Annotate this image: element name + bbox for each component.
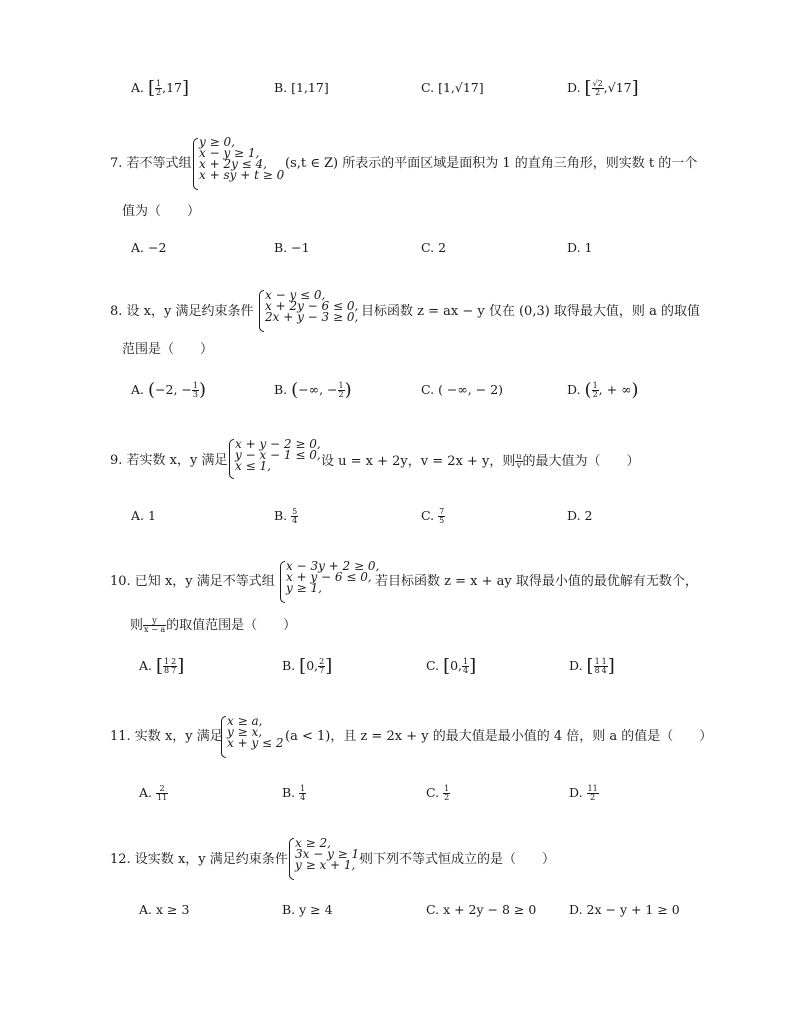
q6-option-d: D. [ $\frac{√2}{2}$ ,√17] xyxy=(567,77,639,99)
q7-option-d: D. 1 xyxy=(567,240,593,255)
q8-system: x − y ≤ 0, x + 2y − 6 ≤ 0, 2x + y − 3 ≥ 0, xyxy=(265,288,359,324)
q12-text: 则下列不等式恒成立的是（ ） xyxy=(360,852,556,867)
q12-option-b: B. y ≥ 4 xyxy=(282,902,333,917)
q12-system: x ≥ 2, 3x − y ≥ 1, y ≥ x + 1, xyxy=(295,836,363,872)
q11-option-a: A. $\frac{2}{11}$ xyxy=(139,784,168,802)
q9-option-b: B. $\frac{5}{4}$ xyxy=(274,507,298,525)
q7-brace xyxy=(193,138,198,190)
q10-system: x − 3y + 2 ≥ 0, x + y − 6 ≤ 0, y ≥ 1, xyxy=(286,559,380,595)
q11-system: x ≥ a, y ≥ x, x + y ≤ 2 xyxy=(227,714,284,750)
q12-brace xyxy=(289,838,294,880)
q9-option-d: D. 2 xyxy=(567,508,593,523)
q9-option-a: A. 1 xyxy=(131,508,156,523)
q11-text: (a < 1)，且 z = 2x + y 的最大值是最小值的 4 倍，则 a 的值是（ ） xyxy=(285,729,713,744)
q8-text: 目标函数 z = ax − y 仅在 (0,3) 取得最大值，则 a 的取值 xyxy=(361,304,700,319)
q12-option-a: A. x ≥ 3 xyxy=(139,902,190,917)
q8-number: 8. 设 x，y 满足约束条件 xyxy=(110,304,254,319)
q7-text: (s,t ∈ Z) 所表示的平面区域是面积为 1 的直角三角形，则实数 t 的一个 xyxy=(285,156,698,171)
q11-option-b: B. $\frac{1}{4}$ xyxy=(282,784,306,802)
q10-number: 10. 已知 x，y 满足不等式组 xyxy=(110,574,275,589)
q10-text: 若目标函数 z = x + ay 取得最小值的最优解有无数个， xyxy=(375,574,698,589)
q7-option-a: A. −2 xyxy=(131,240,167,255)
q10-continuation: 则 $\frac{y}{x - a}$ 的取值范围是（ ） xyxy=(130,616,297,634)
q9-option-c: C. $\frac{7}{5}$ xyxy=(421,507,445,525)
q10-option-c: C. [0, $\frac{1}{4}$ ] xyxy=(426,655,477,677)
q8-option-c: C. ( −∞, − 2) xyxy=(421,382,504,397)
q10-option-b: B. [0, $\frac{2}{7}$ ] xyxy=(282,655,333,677)
q11-option-c: C. $\frac{1}{2}$ xyxy=(426,784,450,802)
q11-brace xyxy=(221,716,226,758)
q6-option-b: B. [1,17] xyxy=(274,80,329,95)
q7-system: y ≥ 0, x − y ≥ 1, x + 2y ≤ 4, x + sy + t ≥ 0 xyxy=(199,135,285,182)
q12-number: 12. 设实数 x，y 满足约束条件 xyxy=(110,852,288,867)
q9-number: 9. 若实数 x，y 满足 xyxy=(110,453,228,468)
q7-number: 7. 若不等式组 xyxy=(110,156,192,171)
q7-option-b: B. −1 xyxy=(274,240,310,255)
q6-option-c: C. [1,√17] xyxy=(421,80,484,95)
q8-continuation: 范围是（ ） xyxy=(122,342,214,357)
q11-number: 11. 实数 x，y 满足 xyxy=(110,729,223,744)
q8-option-b: B. (−∞, − $\frac{1}{2}$ ) xyxy=(274,379,352,401)
q7-option-c: C. 2 xyxy=(421,240,447,255)
q9-brace xyxy=(229,439,234,479)
q9-text: 设 u = x + 2y，v = 2x + y，则 $\frac{u}{v}$ 的最大值为（ ） xyxy=(321,452,640,470)
q8-brace xyxy=(259,290,264,332)
q12-option-c: C. x + 2y − 8 ≥ 0 xyxy=(426,902,537,917)
q6-option-a: A. [ $\frac{1}{2}$ ,17] xyxy=(131,77,190,99)
q7-continuation: 值为（ ） xyxy=(122,204,201,219)
q12-option-d: D. 2x − y + 1 ≥ 0 xyxy=(569,902,680,917)
q10-option-a: A. [ $\frac{1}{8}$ $\frac{2}{7}$ ] xyxy=(139,655,185,677)
q11-option-d: D. $\frac{11}{2}$ xyxy=(569,784,598,802)
q8-option-d: D. ( $\frac{1}{2}$ , + ∞) xyxy=(567,379,639,401)
q8-option-a: A. (−2, − $\frac{1}{3}$ ) xyxy=(131,379,207,401)
q10-brace xyxy=(280,561,285,603)
q10-option-d: D. [ $\frac{1}{8}$ $\frac{1}{4}$ ] xyxy=(569,655,615,677)
q9-system: x + y − 2 ≥ 0, y − x − 1 ≤ 0, x ≤ 1, xyxy=(235,437,321,473)
